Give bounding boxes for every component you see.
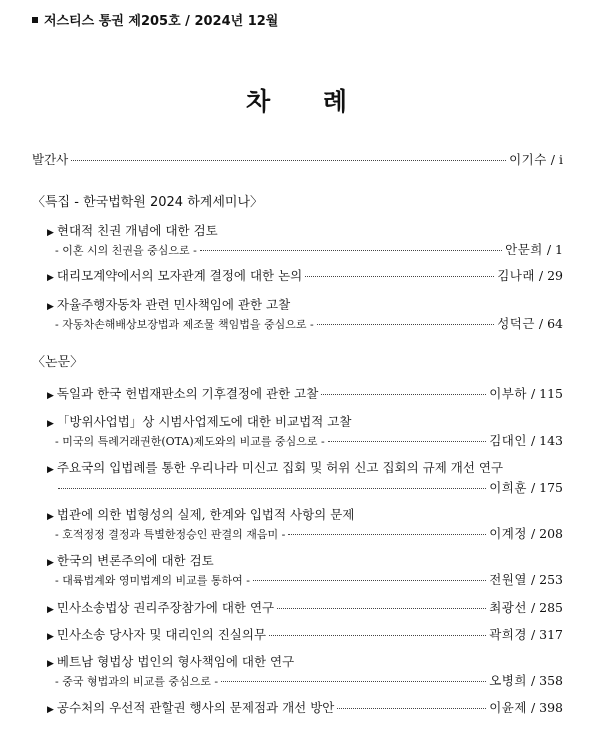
entry-page: 143 [539, 433, 563, 448]
page-title: 차 례 [245, 87, 369, 116]
toc-entry[interactable] [47, 551, 563, 569]
leader-dots [58, 488, 486, 489]
toc-entry-subline[interactable]: 이희훈 / 175 [55, 478, 563, 496]
section-heading: 〈논문〉 [32, 355, 84, 370]
toc-entry-subline[interactable]: - 미국의 특례거래권한(OTA)제도와의 비교를 중심으로 - 김대인 / 143 [55, 433, 563, 448]
foreword-author: 이기수 [509, 152, 547, 167]
entry-page: 64 [547, 316, 563, 331]
journal-header-text: 저스티스 통권 제205호 / 2024년 12월 [44, 14, 279, 29]
toc-entry[interactable]: ▶ 민사소송법상 권리주장참가에 대한 연구 최광선 / 285 [47, 600, 563, 615]
triangle-bullet-icon: ▶ [47, 273, 54, 283]
toc-entry-subline[interactable]: - 호적정정 결정과 특별한정승인 판결의 재음미 - 이계정 / 208 [55, 526, 563, 541]
toc-entry[interactable] [47, 652, 563, 670]
toc-entry-subline[interactable]: - 대륙법계와 영미법계의 비교를 통하여 - 전원열 / 253 [55, 572, 563, 587]
entry-subtitle: - 대륙법계와 영미법계의 비교를 통하여 - [55, 574, 250, 587]
entry-subtitle: - 중국 형법과의 비교를 중심으로 - [55, 675, 219, 688]
toc-entry[interactable] [47, 295, 563, 313]
entry-title: 민사소송법상 권리주장참가에 대한 연구 [56, 600, 275, 615]
entry-subtitle: - 호적정정 결정과 특별한정승인 판결의 재음미 - [55, 528, 286, 541]
entry-author: 이계정 [489, 526, 527, 541]
entry-author: 김나래 [497, 268, 535, 283]
toc-entry-subline[interactable]: - 중국 형법과의 비교를 중심으로 - 오병희 / 358 [55, 673, 563, 688]
entry-author: 최광선 [489, 600, 527, 615]
leader-dots [337, 708, 486, 709]
section-heading: 〈특집 - 한국법학원 2024 하계세미나〉 [32, 195, 264, 210]
triangle-bullet-icon: ▶ [47, 605, 54, 615]
toc-foreword[interactable]: 발간사 이기수 / i [32, 152, 563, 167]
triangle-bullet-icon: ▶ [47, 302, 54, 312]
toc-entry[interactable]: ▶ 독일과 한국 헌법재판소의 기후결정에 관한 고찰 이부하 / 115 [47, 386, 563, 401]
leader-dots [288, 534, 486, 535]
entry-title: 현대적 친권 개념에 대한 검토 [56, 223, 218, 238]
entry-page: 398 [539, 700, 563, 715]
triangle-bullet-icon: ▶ [47, 659, 54, 669]
entry-author: 이부하 [489, 386, 527, 401]
entry-author: 이희훈 [489, 480, 527, 495]
toc-entry[interactable]: ▶ 공수처의 우선적 관할권 행사의 문제점과 개선 방안 이윤제 / 398 [47, 700, 563, 715]
leader-dots [200, 250, 502, 251]
leader-dots [253, 580, 486, 581]
entry-title: 자율주행자동차 관련 민사책임에 관한 고찰 [56, 297, 291, 312]
entry-author: 안문희 [505, 242, 543, 257]
entry-page: 175 [539, 480, 563, 495]
toc-entry[interactable]: ▶ 대리모계약에서의 모자관계 결정에 대한 논의 김나래 / 29 [47, 268, 563, 283]
leader-dots [321, 394, 486, 395]
leader-dots [328, 441, 487, 442]
entry-title: 민사소송 당사자 및 대리인의 진실의무 [56, 627, 267, 642]
toc-entry[interactable] [47, 412, 563, 430]
toc-entry-subline[interactable]: - 자동차손해배상보장법과 제조물 책임법을 중심으로 - 성덕근 / 64 [55, 316, 563, 331]
leader-dots [277, 608, 486, 609]
leader-dots [317, 324, 495, 325]
leader-dots [221, 681, 486, 682]
foreword-label: 발간사 [32, 152, 69, 167]
leader-dots [269, 635, 486, 636]
entry-title: 법관에 의한 법형성의 실제, 한계와 입법적 사항의 문제 [56, 507, 355, 522]
triangle-bullet-icon: ▶ [47, 391, 54, 401]
entry-page: 1 [555, 242, 563, 257]
entry-title: 주요국의 입법례를 통한 우리나라 미신고 집회 및 허위 신고 집회의 규제 개선 연구 [56, 460, 504, 475]
entry-title: 대리모계약에서의 모자관계 결정에 대한 논의 [56, 268, 303, 283]
leader-dots [71, 160, 506, 161]
entry-author: 성덕근 [497, 316, 535, 331]
entry-author: 전원열 [489, 572, 527, 587]
triangle-bullet-icon: ▶ [47, 705, 54, 715]
entry-title: 베트남 형법상 법인의 형사책임에 대한 연구 [56, 654, 295, 669]
entry-author: 곽희경 [489, 627, 527, 642]
triangle-bullet-icon: ▶ [47, 632, 54, 642]
triangle-bullet-icon: ▶ [47, 558, 54, 568]
entry-author: 김대인 [489, 433, 527, 448]
entry-title: 「방위사업법」상 시범사업제도에 대한 비교법적 고찰 [56, 414, 352, 429]
entry-page: 285 [539, 600, 563, 615]
triangle-bullet-icon: ▶ [47, 419, 54, 429]
square-bullet-icon [32, 17, 38, 23]
entry-subtitle: - 미국의 특례거래권한(OTA)제도와의 비교를 중심으로 - [55, 435, 325, 448]
entry-author: 이윤제 [489, 700, 527, 715]
entry-title: 독일과 한국 헌법재판소의 기후결정에 관한 고찰 [56, 386, 319, 401]
toc-entry[interactable]: ▶ 민사소송 당사자 및 대리인의 진실의무 곽희경 / 317 [47, 627, 563, 642]
entry-author: 오병희 [489, 673, 527, 688]
toc-entry[interactable] [47, 505, 563, 523]
entry-title: 공수처의 우선적 관할권 행사의 문제점과 개선 방안 [56, 700, 335, 715]
entry-subtitle: - 이혼 시의 친권을 중심으로 - [55, 244, 197, 257]
triangle-bullet-icon: ▶ [47, 512, 54, 522]
entry-page: 253 [539, 572, 563, 587]
leader-dots [305, 276, 494, 277]
toc-entry-subline[interactable]: - 이혼 시의 친권을 중심으로 - 안문희 / 1 [55, 242, 563, 257]
entry-page: 29 [547, 268, 563, 283]
toc-entry[interactable] [47, 458, 563, 476]
journal-header [32, 10, 278, 29]
entry-page: 115 [539, 386, 563, 401]
entry-page: 358 [539, 673, 563, 688]
entry-subtitle: - 자동차손해배상보장법과 제조물 책임법을 중심으로 - [55, 318, 314, 331]
entry-page: 317 [539, 627, 563, 642]
toc-entry[interactable] [47, 221, 563, 239]
entry-page: 208 [539, 526, 563, 541]
triangle-bullet-icon: ▶ [47, 465, 54, 475]
entry-title: 한국의 변론주의에 대한 검토 [56, 553, 214, 568]
foreword-page: i [559, 152, 563, 167]
triangle-bullet-icon: ▶ [47, 228, 54, 238]
